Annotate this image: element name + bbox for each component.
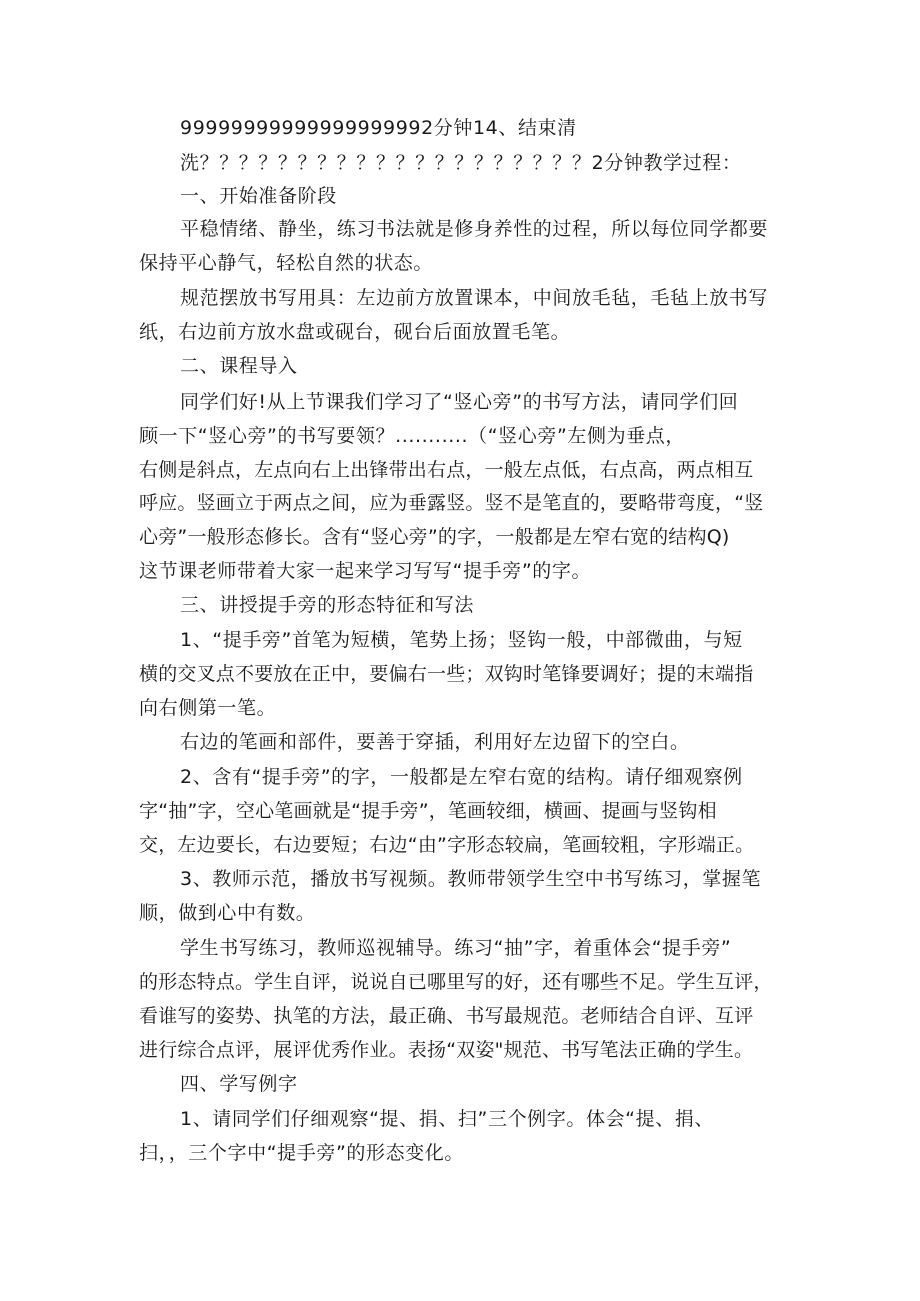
text-line: 学生书写练习，教师巡视辅导。练习“抽”字，着重体会“提手旁”: [180, 937, 732, 959]
text-line: 横的交叉点不要放在正中，要偏右一些；双钩时笔锋要调好；提的末端指: [139, 663, 754, 685]
text-line: 顺，做到心中有数。: [139, 902, 316, 924]
text-line: 1、请同学们仔细观察“提、捐、扫”三个例字。体会“提、捐、: [180, 1108, 715, 1130]
text-line: 3、教师示范，播放书写视频。教师带领学生空中书写练习，掌握笔: [180, 868, 762, 890]
text-line: 的形态特点。学生自评，说说自已哪里写的好，还有哪些不足。学生互评，: [139, 971, 773, 993]
text-line: 交，左边要长，右边要短；右边“由”字形态较扁，笔画较粗，字形端正。: [139, 834, 755, 856]
text-line: 平稳情绪、静坐，练习书法就是修身养性的过程，所以每位同学都要: [180, 218, 769, 240]
section-heading: 三、讲授提手旁的形态特征和写法: [180, 594, 475, 616]
text-line: 保持平心静气，轻松自然的状态。: [139, 252, 434, 274]
text-line: 字“抽”字，空心笔画就是“提手旁”，笔画较细，横画、提画与竖钩相: [139, 800, 717, 822]
section-heading: 四、学写例字: [180, 1073, 298, 1095]
text-line: 这节课老师带着大家一起来学习写写“提手旁”的字。: [139, 560, 592, 582]
text-line: 扫，，三个字中“提手旁”的形态变化。: [139, 1142, 464, 1164]
text-line: 心旁”一般形态修长。含有“竖心旁”的字，一般都是左窄右宽的结构Q): [139, 526, 730, 548]
text-line: 99999999999999999992分钟14、结束清: [180, 117, 577, 139]
text-line: 右边的笔画和部件，要善于穿插，利用好左边留下的空白。: [180, 731, 690, 753]
text-line: 呼应。竖画立于两点之间，应为垂露竖。竖不是笔直的，要略带弯度，“竖: [139, 492, 764, 514]
text-line: 右侧是斜点，左点向右上出锋带出右点，一般左点低，右点高，两点相互: [139, 459, 754, 481]
text-line: 顾一下“竖心旁”的书写要领？...........（“竖心旁”左侧为垂点，: [139, 425, 686, 447]
text-line: 看谁写的姿势、执笔的方法，最正确、书写最规范。老师结合自评、互评: [139, 1005, 754, 1027]
text-line: 向右侧第一笔。: [139, 697, 277, 719]
section-heading: 二、课程导入: [180, 355, 298, 377]
text-line: 洗？？？？？？？？？？？？？？？？？？？？2分钟教学过程：: [180, 152, 742, 174]
text-line: 规范摆放书写用具：左边前方放置课本，中间放毛毡，毛毡上放书写: [180, 287, 769, 309]
text-line: 同学们好!从上节课我们学习了“竖心旁”的书写方法，请同学们回: [180, 391, 739, 413]
text-line: 进行综合点评，展评优秀作业。表扬“双姿"规范、书写笔法正确的学生。: [139, 1039, 754, 1061]
text-line: 1、“提手旁”首笔为短横，笔势上扬；竖钩一般，中部微曲，与短: [180, 629, 743, 651]
text-line: 2、含有“提手旁”的字，一般都是左窄右宽的结构。请仔细观察例: [180, 766, 743, 788]
section-heading: 一、开始准备阶段: [180, 185, 337, 207]
text-line: 纸，右边前方放水盘或砚台，砚台后面放置毛笔。: [139, 321, 571, 343]
